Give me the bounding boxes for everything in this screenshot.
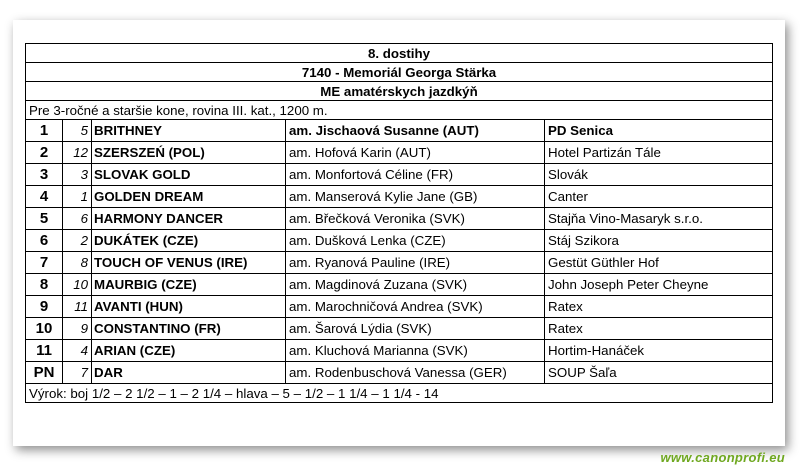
position-cell: 9 <box>26 296 63 317</box>
result-row <box>26 186 772 208</box>
result-row <box>26 230 772 252</box>
owner-cell: Slovák <box>548 167 588 182</box>
position-cell: 1 <box>26 120 63 141</box>
jockey-cell: am. Jischaová Susanne (AUT) <box>286 120 545 141</box>
jockey-cell: am. Dušková Lenka (CZE) <box>286 230 545 251</box>
horse-name-cell: TOUCH OF VENUS (IRE) <box>92 252 286 273</box>
start-number-cell: 9 <box>63 318 92 339</box>
horse-name-cell: DAR <box>92 362 286 383</box>
result-row <box>26 340 772 362</box>
margins-line: Výrok: boj 1/2 – 2 1/2 – 1 – 2 1/4 – hlava – 5 – 1/2 – 1 1/4 – 1 1/4 - 14 <box>26 384 772 403</box>
owner-cell: Ratex <box>548 299 583 314</box>
start-number-cell: 12 <box>63 142 92 163</box>
horse-name-cell: SLOVAK GOLD <box>92 164 286 185</box>
result-row <box>26 252 772 274</box>
jockey-cell: am. Hofová Karin (AUT) <box>286 142 545 163</box>
start-number-cell: 11 <box>63 296 92 317</box>
jockey-cell: am. Šarová Lýdia (SVK) <box>286 318 545 339</box>
horse-name-cell: GOLDEN DREAM <box>92 186 286 207</box>
owner-cell: John Joseph Peter Cheyne <box>548 277 709 292</box>
position-cell: 2 <box>26 142 63 163</box>
owner-cell: Hortim-Hanáček <box>548 343 645 358</box>
jockey-cell: am. Marochničová Andrea (SVK) <box>286 296 545 317</box>
start-number-cell: 7 <box>63 362 92 383</box>
start-number-cell: 2 <box>63 230 92 251</box>
horse-name-cell: CONSTANTINO (FR) <box>92 318 286 339</box>
position-cell: PN <box>26 362 63 383</box>
results-body <box>26 120 772 384</box>
owner-cell: Hotel Partizán Tále <box>548 145 661 160</box>
race-conditions: Pre 3-ročné a staršie kone, rovina III. kat., 1200 m. <box>26 101 772 120</box>
owner-cell: PD Senica <box>548 123 614 138</box>
result-row <box>26 164 772 186</box>
jockey-cell: am. Monfortová Céline (FR) <box>286 164 545 185</box>
position-cell: 11 <box>26 340 63 361</box>
position-cell: 4 <box>26 186 63 207</box>
owner-cell: Stáj Szikora <box>548 233 619 248</box>
result-row <box>26 142 772 164</box>
horse-name-cell: DUKÁTEK (CZE) <box>92 230 286 251</box>
horse-name-cell: ARIAN (CZE) <box>92 340 286 361</box>
jockey-cell: am. Rodenbuschová Vanessa (GER) <box>286 362 545 383</box>
position-cell: 10 <box>26 318 63 339</box>
position-cell: 6 <box>26 230 63 251</box>
owner-cell: Ratex <box>548 321 583 336</box>
result-row <box>26 120 772 142</box>
start-number-cell: 5 <box>63 120 92 141</box>
start-number-cell: 3 <box>63 164 92 185</box>
watermark-text: www.canonprofi.eu <box>660 450 785 465</box>
jockey-cell: am. Magdinová Zuzana (SVK) <box>286 274 545 295</box>
owner-cell: Gestüt Güthler Hof <box>548 255 659 270</box>
result-row <box>26 318 772 340</box>
horse-name-cell: AVANTI (HUN) <box>92 296 286 317</box>
results-table <box>25 43 773 403</box>
jockey-cell: am. Kluchová Marianna (SVK) <box>286 340 545 361</box>
race-number: 8. dostihy <box>26 44 772 63</box>
start-number-cell: 4 <box>63 340 92 361</box>
start-number-cell: 8 <box>63 252 92 273</box>
jockey-cell: am. Manserová Kylie Jane (GB) <box>286 186 545 207</box>
owner-cell: Stajňa Vino-Masaryk s.r.o. <box>548 211 703 226</box>
position-cell: 8 <box>26 274 63 295</box>
horse-name-cell: SZERSZEŃ (POL) <box>92 142 286 163</box>
horse-name-cell: MAURBIG (CZE) <box>92 274 286 295</box>
position-cell: 5 <box>26 208 63 229</box>
jockey-cell: am. Břečková Veronika (SVK) <box>286 208 545 229</box>
start-number-cell: 10 <box>63 274 92 295</box>
jockey-cell: am. Ryanová Pauline (IRE) <box>286 252 545 273</box>
result-row <box>26 208 772 230</box>
race-type: ME amatérskych jazdkýň <box>26 82 772 101</box>
owner-cell: SOUP Šaľa <box>548 365 617 380</box>
result-row <box>26 296 772 318</box>
result-row <box>26 274 772 296</box>
start-number-cell: 1 <box>63 186 92 207</box>
start-number-cell: 6 <box>63 208 92 229</box>
horse-name-cell: HARMONY DANCER <box>92 208 286 229</box>
position-cell: 3 <box>26 164 63 185</box>
race-name: 7140 - Memoriál Georga Stärka <box>26 63 772 82</box>
owner-cell: Canter <box>548 189 588 204</box>
result-row <box>26 362 772 384</box>
position-cell: 7 <box>26 252 63 273</box>
horse-name-cell: BRITHNEY <box>92 120 286 141</box>
